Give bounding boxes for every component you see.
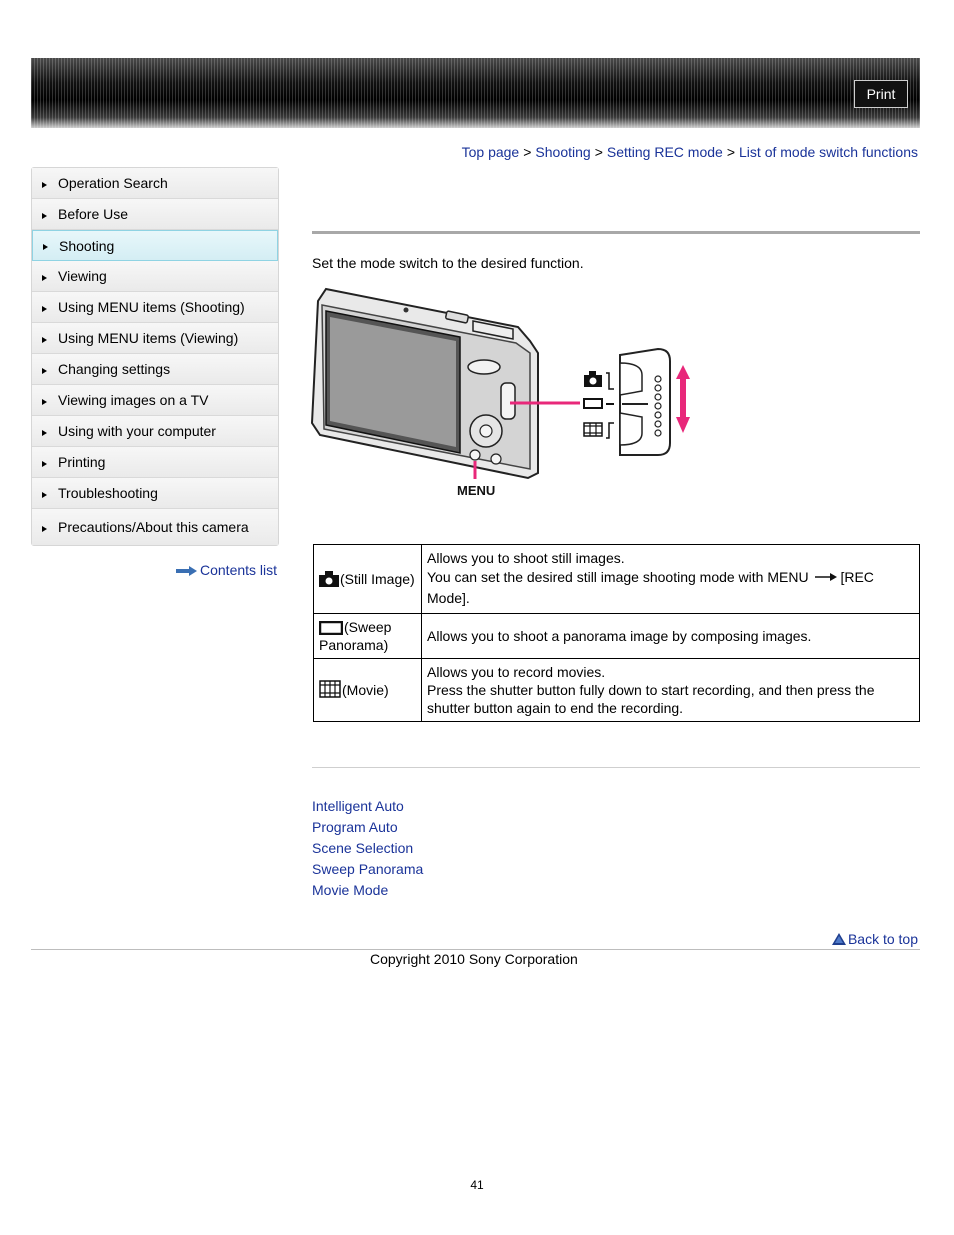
related-link-sweep-panorama[interactable]: Sweep Panorama (312, 861, 424, 877)
footer-divider (31, 949, 920, 950)
sidebar-item-computer[interactable] (32, 416, 278, 447)
contents-list-label: Contents list (200, 562, 278, 578)
mode-name: (Sweep (344, 619, 392, 635)
mode-desc-cell: Allows you to shoot a panorama image by composing images. (422, 614, 920, 659)
slide-arrow-icon (676, 365, 690, 433)
back-to-top-link[interactable] (832, 931, 918, 947)
chevron-right-icon (42, 399, 47, 405)
table-row (314, 659, 920, 722)
sidebar-nav (31, 167, 279, 546)
table-row (314, 545, 920, 614)
sidebar-item-label: Viewing (58, 268, 107, 284)
sidebar-item-changing-settings[interactable] (32, 354, 278, 385)
film-icon (319, 680, 341, 698)
print-button[interactable]: Print (854, 80, 908, 108)
sidebar-item-viewing[interactable] (32, 261, 278, 292)
switch-mode-icons (584, 371, 614, 438)
title-divider (312, 231, 920, 234)
mode-name-cell (314, 659, 422, 722)
breadcrumb (462, 144, 918, 160)
menu-label: MENU (457, 483, 496, 498)
mode-desc: [REC Mode]. (427, 569, 874, 606)
breadcrumb-shooting[interactable]: Shooting (535, 144, 591, 160)
mode-name-cell (314, 545, 422, 614)
sidebar-item-shooting[interactable] (32, 230, 278, 261)
mode-name-cell (314, 614, 422, 659)
sidebar-item-label: Precautions/About this camera (58, 519, 249, 535)
mode-desc: Press the shutter button fully down to start recording, and then press the shutter button again to end the recording. (427, 682, 875, 716)
breadcrumb-separator: > (594, 144, 603, 160)
breadcrumb-top-page[interactable]: Top page (461, 144, 520, 160)
chevron-right-icon (42, 492, 47, 498)
chevron-right-icon (42, 306, 47, 312)
mode-name: (Still Image) (340, 571, 415, 587)
intro-text: Set the mode switch to the desired function. (312, 255, 584, 271)
arrow-right-icon (176, 566, 197, 576)
related-links (312, 798, 423, 903)
contents-list-link[interactable] (176, 562, 277, 578)
arrow-right-icon (815, 572, 837, 582)
mode-desc-cell (422, 545, 920, 614)
sidebar-item-label: Using with your computer (58, 423, 216, 439)
breadcrumb-current-page[interactable]: List of mode switch functions (739, 144, 918, 160)
sidebar-item-before-use[interactable] (32, 199, 278, 230)
related-link-program-auto[interactable]: Program Auto (312, 819, 398, 835)
sidebar-item-label: Changing settings (58, 361, 171, 377)
header-bar (31, 58, 920, 128)
copyright-text: Copyright 2010 Sony Corporation (370, 951, 578, 967)
film-icon (584, 423, 602, 436)
sidebar-item-label: Using MENU items (Shooting) (58, 299, 245, 315)
chevron-right-icon (42, 368, 47, 374)
chevron-right-icon (42, 461, 47, 467)
page-number: 41 (470, 1178, 484, 1192)
table-row (314, 614, 920, 659)
mode-table (313, 544, 920, 722)
breadcrumb-setting-rec-mode[interactable]: Setting REC mode (606, 144, 723, 160)
mode-switch-detail (620, 349, 670, 455)
sidebar-item-troubleshooting[interactable] (32, 478, 278, 509)
sidebar-item-label: Troubleshooting (58, 485, 158, 501)
sidebar-item-label: Operation Search (58, 175, 168, 191)
mode-desc: You can set the desired still image shooting mode with MENU (427, 569, 809, 585)
sidebar-item-label: Before Use (58, 206, 129, 222)
sidebar-item-operation-search[interactable] (32, 168, 278, 199)
sidebar-item-tv[interactable] (32, 385, 278, 416)
camera-icon (584, 371, 602, 387)
sidebar-item-label: Viewing images on a TV (58, 392, 209, 408)
chevron-right-icon (42, 182, 47, 188)
chevron-right-icon (42, 430, 47, 436)
mode-desc-cell (422, 659, 920, 722)
sidebar-item-label: Shooting (59, 237, 115, 254)
chevron-right-icon (42, 337, 47, 343)
breadcrumb-separator: > (523, 144, 532, 160)
mode-name: Panorama) (319, 637, 389, 653)
camera-illustration (312, 289, 538, 478)
section-divider (312, 767, 920, 768)
chevron-right-icon (42, 213, 47, 219)
mode-desc: Allows you to record movies. (427, 664, 606, 680)
sidebar-item-menu-viewing[interactable] (32, 323, 278, 354)
sidebar-item-menu-shooting[interactable] (32, 292, 278, 323)
back-to-top-label: Back to top (847, 931, 918, 947)
panorama-icon (584, 399, 602, 408)
chevron-right-icon (43, 244, 48, 250)
related-link-movie-mode[interactable]: Movie Mode (312, 882, 389, 898)
panorama-icon (319, 621, 343, 635)
sidebar-item-label: Printing (58, 454, 106, 470)
related-link-intelligent-auto[interactable]: Intelligent Auto (312, 798, 404, 814)
mode-switch-illustration (308, 283, 708, 503)
sidebar-item-printing[interactable] (32, 447, 278, 478)
sidebar-item-precautions[interactable] (32, 509, 278, 545)
camera-icon (319, 571, 339, 587)
triangle-up-icon (832, 933, 846, 945)
chevron-right-icon (42, 526, 47, 532)
breadcrumb-separator: > (726, 144, 736, 160)
mode-desc: Allows you to shoot still images. (427, 550, 625, 566)
chevron-right-icon (42, 275, 47, 281)
related-link-scene-selection[interactable]: Scene Selection (312, 840, 414, 856)
mode-name: (Movie) (342, 682, 389, 698)
sidebar-item-label: Using MENU items (Viewing) (58, 330, 239, 346)
